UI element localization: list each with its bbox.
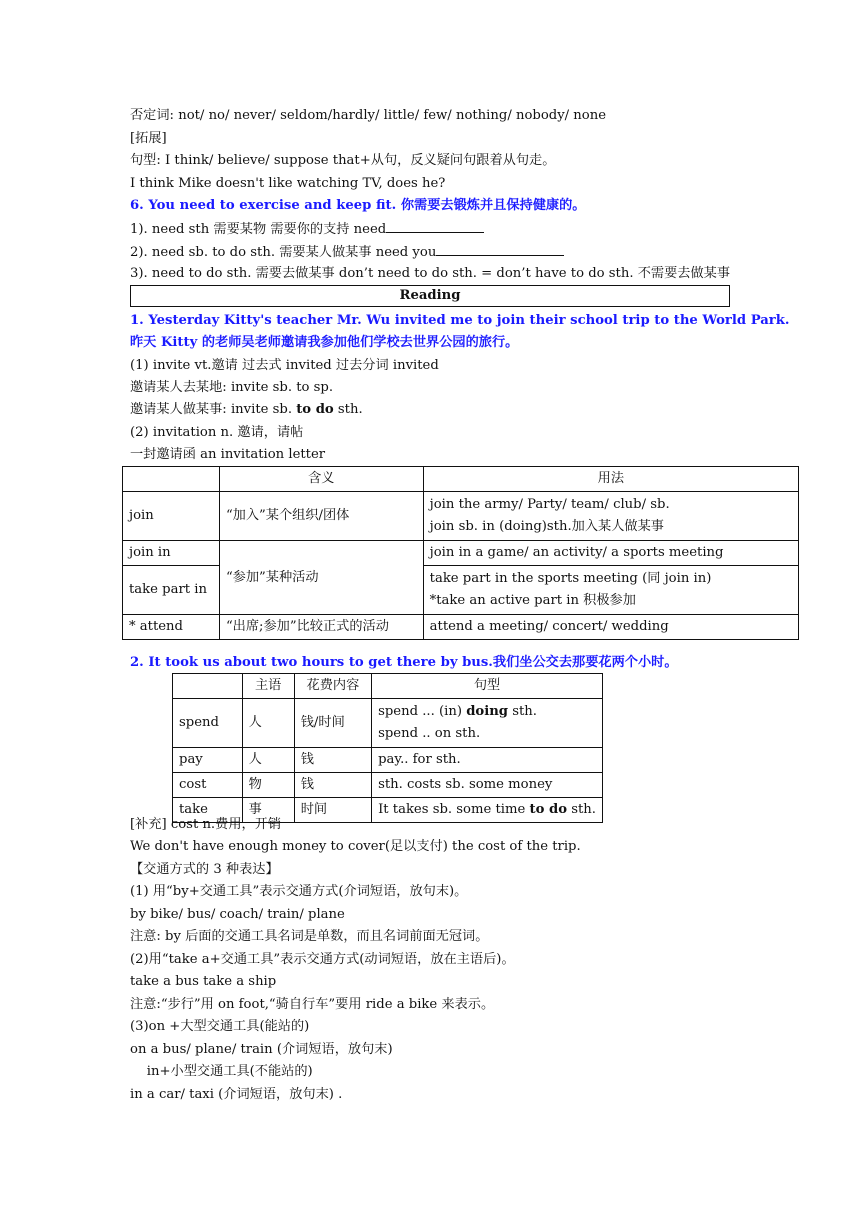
table-header	[173, 674, 243, 699]
usage-line: take part in the sports meeting (同 join in)	[429, 571, 712, 586]
pattern-line: spend .. on sth.	[378, 726, 481, 741]
invite-to-do	[130, 401, 363, 419]
table-cell	[423, 566, 798, 615]
need-usage-3: 3). need to do sth. 需要去做某事 don’t need to do sth. = don’t have to do sth. 不需要去做某事	[130, 266, 731, 281]
transport-example-1: by bike/ bus/ coach/ train/ plane	[130, 907, 345, 922]
pattern-post: sth.	[508, 704, 537, 719]
table-cell: 事	[242, 798, 294, 823]
need-usage-1-text: 1). need sth 需要某物 需要你的支持 need	[130, 222, 387, 237]
table-cell: 钱/时间	[294, 699, 371, 748]
table-row	[173, 748, 603, 773]
table-header: 主语	[242, 674, 294, 699]
pattern-bold: doing	[466, 704, 509, 719]
transport-note-1: 注意: by 后面的交通工具名词是单数，而且名词前面无冠词。	[130, 929, 489, 944]
table-header: 用法	[423, 467, 798, 492]
table-cell: 物	[242, 773, 294, 798]
extension-label: [拓展]	[130, 131, 167, 146]
table-row	[173, 699, 603, 748]
reading-section-title: Reading	[130, 285, 730, 307]
table-cell	[372, 699, 603, 748]
need-usage-2-text: 2). need sb. to do sth. 需要某人做某事 need you	[130, 245, 437, 260]
table-cell: sth. costs sb. some money	[372, 773, 603, 798]
table-cell: spend	[173, 699, 243, 748]
table-cell: 钱	[294, 748, 371, 773]
transport-example-2: take a bus take a ship	[130, 974, 277, 989]
negation-words-line: 否定词: not/ no/ never/ seldom/hardly/ little/ few/ nothing/ nobody/ none	[130, 108, 607, 123]
table-cell: join	[123, 492, 220, 541]
table-cell: “出席;参加”比较正式的活动	[219, 615, 423, 640]
table-row	[123, 492, 799, 541]
reading-heading-1-en: 1. Yesterday Kitty's teacher Mr. Wu invited me to join their school trip to the World Park.	[130, 313, 790, 328]
table-cell: 人	[242, 748, 294, 773]
invite-definition: (1) invite vt.邀请 过去式 invited 过去分词 invited	[130, 358, 439, 373]
sentence-pattern-line: 句型: I think/ believe/ suppose that+从句，反义疑问句跟着从句走。	[130, 153, 556, 168]
transport-note-2: 注意:“步行”用 on foot,“骑自行车”要用 ride a bike 来表示。	[130, 997, 495, 1012]
table-row	[123, 541, 799, 566]
need-usage-2	[130, 243, 564, 262]
transport-example-3: on a bus/ plane/ train (介词短语，放句末)	[130, 1042, 393, 1057]
join-usage-table	[122, 466, 799, 640]
table-header	[123, 467, 220, 492]
invite-to-do-pre: 邀请某人做某事: invite sb.	[130, 402, 297, 417]
table-cell: 钱	[294, 773, 371, 798]
transport-example-4: in a car/ taxi (介词短语，放句末) .	[130, 1087, 343, 1102]
pattern-line	[378, 701, 596, 723]
invite-to-do-bold: to do	[296, 402, 334, 417]
section-6-heading: 6. You need to exercise and keep fit. 你需要去锻炼并且保持健康的。	[130, 198, 586, 213]
table-cell: cost	[173, 773, 243, 798]
table-header: 句型	[372, 674, 603, 699]
transport-rule-4: in+小型交通工具(不能站的)	[130, 1064, 313, 1079]
table-header-row	[123, 467, 799, 492]
table-cell	[423, 492, 798, 541]
usage-line: join the army/ Party/ team/ club/ sb.	[429, 497, 670, 512]
table-cell: take	[173, 798, 243, 823]
table-cell: pay.. for sth.	[372, 748, 603, 773]
cost-supplement: [补充] cost n.费用，开销	[130, 817, 282, 832]
table-row	[123, 615, 799, 640]
invitation-example: 一封邀请函 an invitation letter	[130, 447, 326, 462]
pattern-bold: to do	[529, 802, 568, 817]
table-row	[173, 773, 603, 798]
reading-heading-1-cn: 昨天 Kitty 的老师吴老师邀请我参加他们学校去世界公园的旅行。	[130, 335, 519, 350]
transport-rule-2: (2)用“take a+交通工具”表示交通方式(动词短语，放在主语后)。	[130, 952, 515, 967]
section-2-heading: 2. It took us about two hours to get there by bus.我们坐公交去那要花两个小时。	[130, 655, 678, 670]
table-cell: 时间	[294, 798, 371, 823]
usage-line: *take an active part in 积极参加	[429, 593, 636, 608]
transport-heading: 【交通方式的 3 种表达】	[130, 862, 279, 877]
invite-to-do-post: sth.	[333, 402, 363, 417]
need-usage-1	[130, 220, 484, 239]
fill-blank	[386, 220, 484, 233]
pattern-pre: spend ... (in)	[378, 704, 467, 719]
spend-usage-table	[172, 673, 603, 823]
pattern-post: sth.	[567, 802, 596, 817]
table-header: 花费内容	[294, 674, 371, 699]
table-header: 含义	[219, 467, 423, 492]
invitation-definition: (2) invitation n. 邀请，请帖	[130, 425, 304, 440]
table-cell: join in a game/ an activity/ a sports meeting	[423, 541, 798, 566]
table-cell: “加入”某个组织/团体	[219, 492, 423, 541]
cost-example: We don't have enough money to cover(足以支付) the cost of the trip.	[130, 839, 581, 854]
table-cell	[372, 798, 603, 823]
invite-to-place: 邀请某人去某地: invite sb. to sp.	[130, 380, 334, 395]
fill-blank	[436, 243, 564, 256]
transport-rule-1: (1) 用“by+交通工具”表示交通方式(介词短语，放句末)。	[130, 884, 468, 899]
table-cell: pay	[173, 748, 243, 773]
table-cell: take part in	[123, 566, 220, 615]
usage-line: join sb. in (doing)sth.加入某人做某事	[429, 519, 664, 534]
table-cell: * attend	[123, 615, 220, 640]
table-cell: 人	[242, 699, 294, 748]
table-cell: attend a meeting/ concert/ wedding	[423, 615, 798, 640]
pattern-pre: It takes sb. some time	[378, 802, 530, 817]
transport-rule-3: (3)on +大型交通工具(能站的)	[130, 1019, 310, 1034]
table-cell: “参加”某种活动	[219, 541, 423, 615]
example-sentence: I think Mike doesn't like watching TV, does he?	[130, 176, 446, 191]
table-cell: join in	[123, 541, 220, 566]
table-header-row	[173, 674, 603, 699]
